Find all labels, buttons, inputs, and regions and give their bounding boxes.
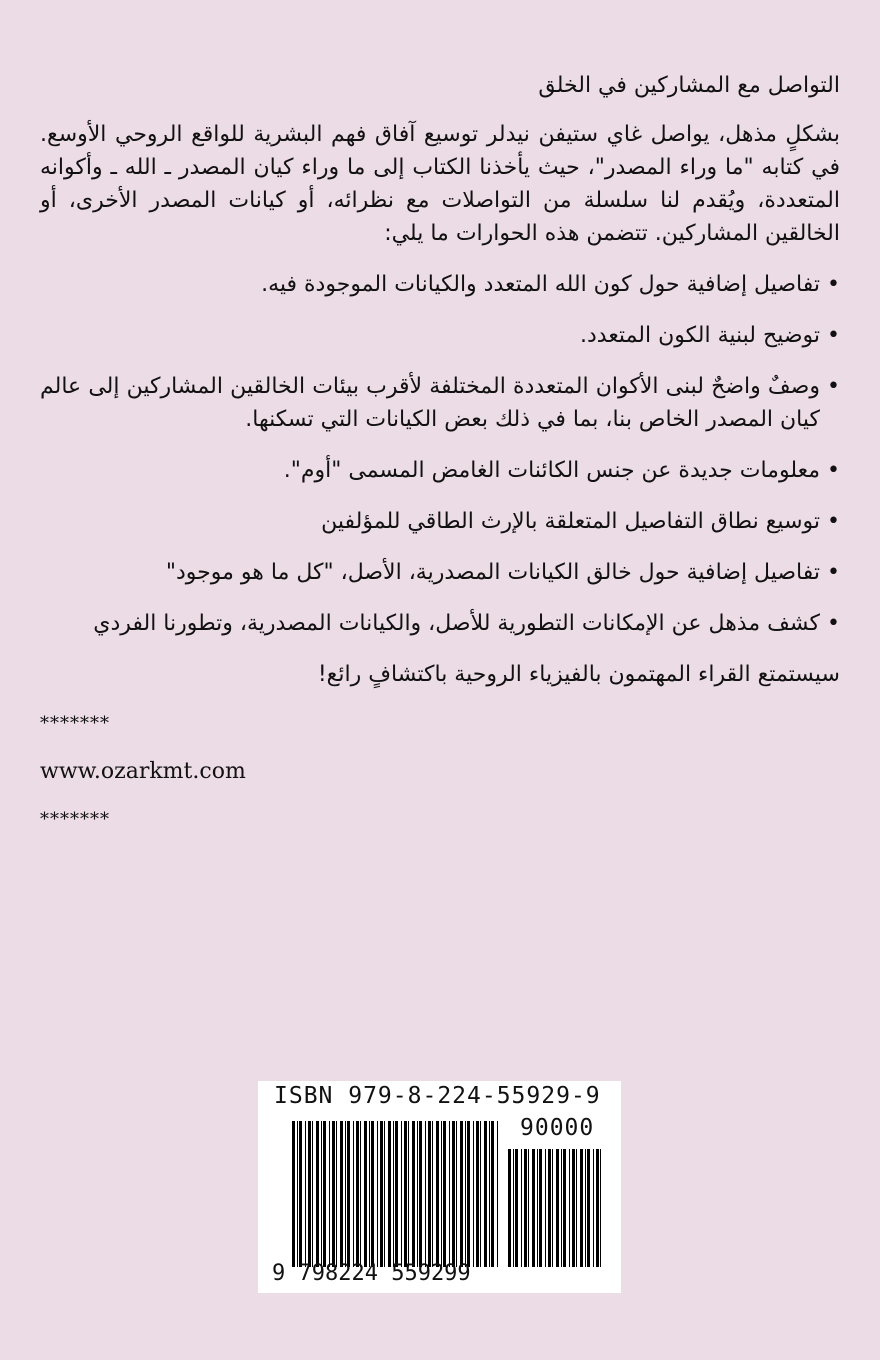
separator-stars-top: ******* <box>40 713 110 734</box>
bullet-icon: • <box>827 374 840 399</box>
bullet-icon: • <box>827 458 840 483</box>
barcode-bar <box>369 1121 370 1267</box>
barcode-bar <box>432 1121 433 1267</box>
barcode-bar <box>552 1149 553 1267</box>
barcode-bar <box>316 1121 319 1267</box>
barcode-bar <box>347 1121 350 1267</box>
barcode-bar <box>452 1121 455 1267</box>
barcode-bar <box>305 1121 306 1267</box>
list-item-text: توضيح لبنية الكون المتعدد. <box>579 323 820 348</box>
barcode-bar <box>441 1121 442 1267</box>
barcode-bar <box>548 1149 551 1267</box>
heading: التواصل مع المشاركين في الخلق <box>538 73 840 98</box>
barcode-bar <box>384 1121 385 1267</box>
barcode-bar <box>393 1121 394 1267</box>
barcode-bar <box>497 1121 498 1267</box>
bullet-icon: • <box>827 509 840 534</box>
barcode-bar <box>377 1121 378 1267</box>
barcode-bar <box>428 1121 431 1267</box>
barcode-bar <box>539 1149 542 1267</box>
list-item-text: معلومات جديدة عن جنس الكائنات الغامض المسمى "أوم". <box>283 458 820 483</box>
barcode-bar <box>388 1121 391 1267</box>
barcode-bar <box>545 1149 546 1267</box>
barcode-bar <box>312 1121 313 1267</box>
list-item <box>40 319 840 352</box>
barcode-bar <box>532 1149 535 1267</box>
bullet-icon: • <box>827 323 840 348</box>
isbn-barcode <box>258 1081 621 1293</box>
list-item <box>40 556 840 589</box>
barcode-bar <box>408 1121 409 1267</box>
barcode-bar <box>476 1121 479 1267</box>
barcode-bar <box>600 1149 601 1267</box>
barcode-bar <box>297 1121 298 1267</box>
barcode-bar <box>508 1149 511 1267</box>
barcode-bar <box>299 1121 302 1267</box>
barcode-bar <box>329 1121 330 1267</box>
barcode-bar <box>345 1121 346 1267</box>
barcode-bar <box>412 1121 415 1267</box>
barcode-bar <box>460 1121 463 1267</box>
bullet-icon: • <box>827 272 840 297</box>
barcode-bar <box>515 1149 518 1267</box>
barcode-bar <box>480 1121 481 1267</box>
barcode-bar <box>340 1121 343 1267</box>
barcode-bar <box>528 1149 529 1267</box>
barcode-bar <box>521 1149 522 1267</box>
list-item-text: تفاصيل إضافية حول كون الله المتعدد والكيانات الموجودة فيه. <box>261 272 820 297</box>
barcode-bar <box>380 1121 383 1267</box>
barcode-bar <box>563 1149 566 1267</box>
barcode-bar <box>395 1121 398 1267</box>
barcode-bar <box>321 1121 322 1267</box>
barcode-bar <box>364 1121 367 1267</box>
barcode-bar <box>465 1121 466 1267</box>
barcode-bar <box>336 1121 337 1267</box>
barcode-bar <box>332 1121 335 1267</box>
price-code: 90000 <box>520 1115 595 1141</box>
barcode-bar <box>436 1121 439 1267</box>
barcode-bar <box>576 1149 577 1267</box>
barcode-bar <box>587 1149 590 1267</box>
barcode-bar <box>404 1121 407 1267</box>
barcode-bar <box>556 1149 559 1267</box>
barcode-bar <box>467 1121 470 1267</box>
barcode-bar <box>401 1121 402 1267</box>
barcode-bar <box>323 1121 326 1267</box>
barcode-bar <box>491 1121 494 1267</box>
list-item-text: توسيع نطاق التفاصيل المتعلقة بالإرث الطاقي للمؤلفين <box>321 509 820 534</box>
list-item <box>40 505 840 538</box>
website-link[interactable]: www.ozarkmt.com <box>40 759 246 784</box>
barcode-bar <box>580 1149 583 1267</box>
intro-paragraph: بشكلٍ مذهل، يواصل غاي ستيفن نيدلر توسيع آفاق فهم البشرية للواقع الروحي الأوسع. في كتابه "ما وراء المصدر"، حيث يأخذنا الكتاب إلى ما وراء كيان المصدر ـ الله ـ وأكوانه المتعددة، ويُقدم لنا سلسلة من التواصلات مع نظرائه، أو كيانات المصدر الأخرى، أو الخالقين المشاركين. تتضمن هذه الحوارات ما يلي: <box>40 122 840 246</box>
separator-stars-bottom: ******* <box>40 809 110 830</box>
list-item <box>40 370 840 436</box>
barcode-bar <box>585 1149 586 1267</box>
list-item <box>40 454 840 487</box>
list-item-text: تفاصيل إضافية حول خالق الكيانات المصدرية، الأصل، "كل ما هو موجود" <box>165 560 820 585</box>
barcode-bar <box>353 1121 354 1267</box>
barcode-bar <box>308 1121 311 1267</box>
barcode-digits: 9 798224 559299 <box>272 1261 471 1286</box>
barcode-bar <box>360 1121 361 1267</box>
barcode-bar <box>443 1121 446 1267</box>
barcode-bar <box>456 1121 457 1267</box>
barcode-bar <box>292 1121 295 1267</box>
list-item-text: كشف مذهل عن الإمكانات التطورية للأصل، والكيانات المصدرية، وتطورنا الفردي <box>93 611 820 636</box>
barcode-bar <box>561 1149 562 1267</box>
barcode-bar <box>593 1149 594 1267</box>
barcode-bar <box>425 1121 426 1267</box>
barcode-bar <box>572 1149 575 1267</box>
barcode-bar <box>419 1121 422 1267</box>
list-item <box>40 607 840 640</box>
barcode-bar <box>371 1121 374 1267</box>
bullet-icon: • <box>827 560 840 585</box>
bullet-icon: • <box>827 611 840 636</box>
list-item-text: وصفٌ واضحٌ لبنى الأكوان المتعددة المختلفة لأقرب بيئات الخالقين المشاركين إلى عالم كيان المصدر الخاص بنا، بما في ذلك بعض الكيانات التي تسكنها. <box>40 374 820 432</box>
back-cover-text <box>40 70 840 853</box>
barcode-bar <box>484 1121 487 1267</box>
closing-sentence: سيستمتع القراء المهتمون بالفيزياء الروحية باكتشافٍ رائع! <box>317 662 840 687</box>
barcode-bar <box>356 1121 359 1267</box>
list-item <box>40 268 840 301</box>
barcode-bar <box>473 1121 474 1267</box>
barcode-bar <box>489 1121 490 1267</box>
isbn-label: ISBN 979-8-224-55929-9 <box>274 1083 601 1109</box>
barcode-bar <box>537 1149 538 1267</box>
barcode-bar <box>417 1121 418 1267</box>
barcode-bar <box>449 1121 450 1267</box>
barcode-bar <box>513 1149 514 1267</box>
barcode-bar <box>524 1149 527 1267</box>
barcode-bar <box>596 1149 599 1267</box>
barcode-bar <box>569 1149 570 1267</box>
